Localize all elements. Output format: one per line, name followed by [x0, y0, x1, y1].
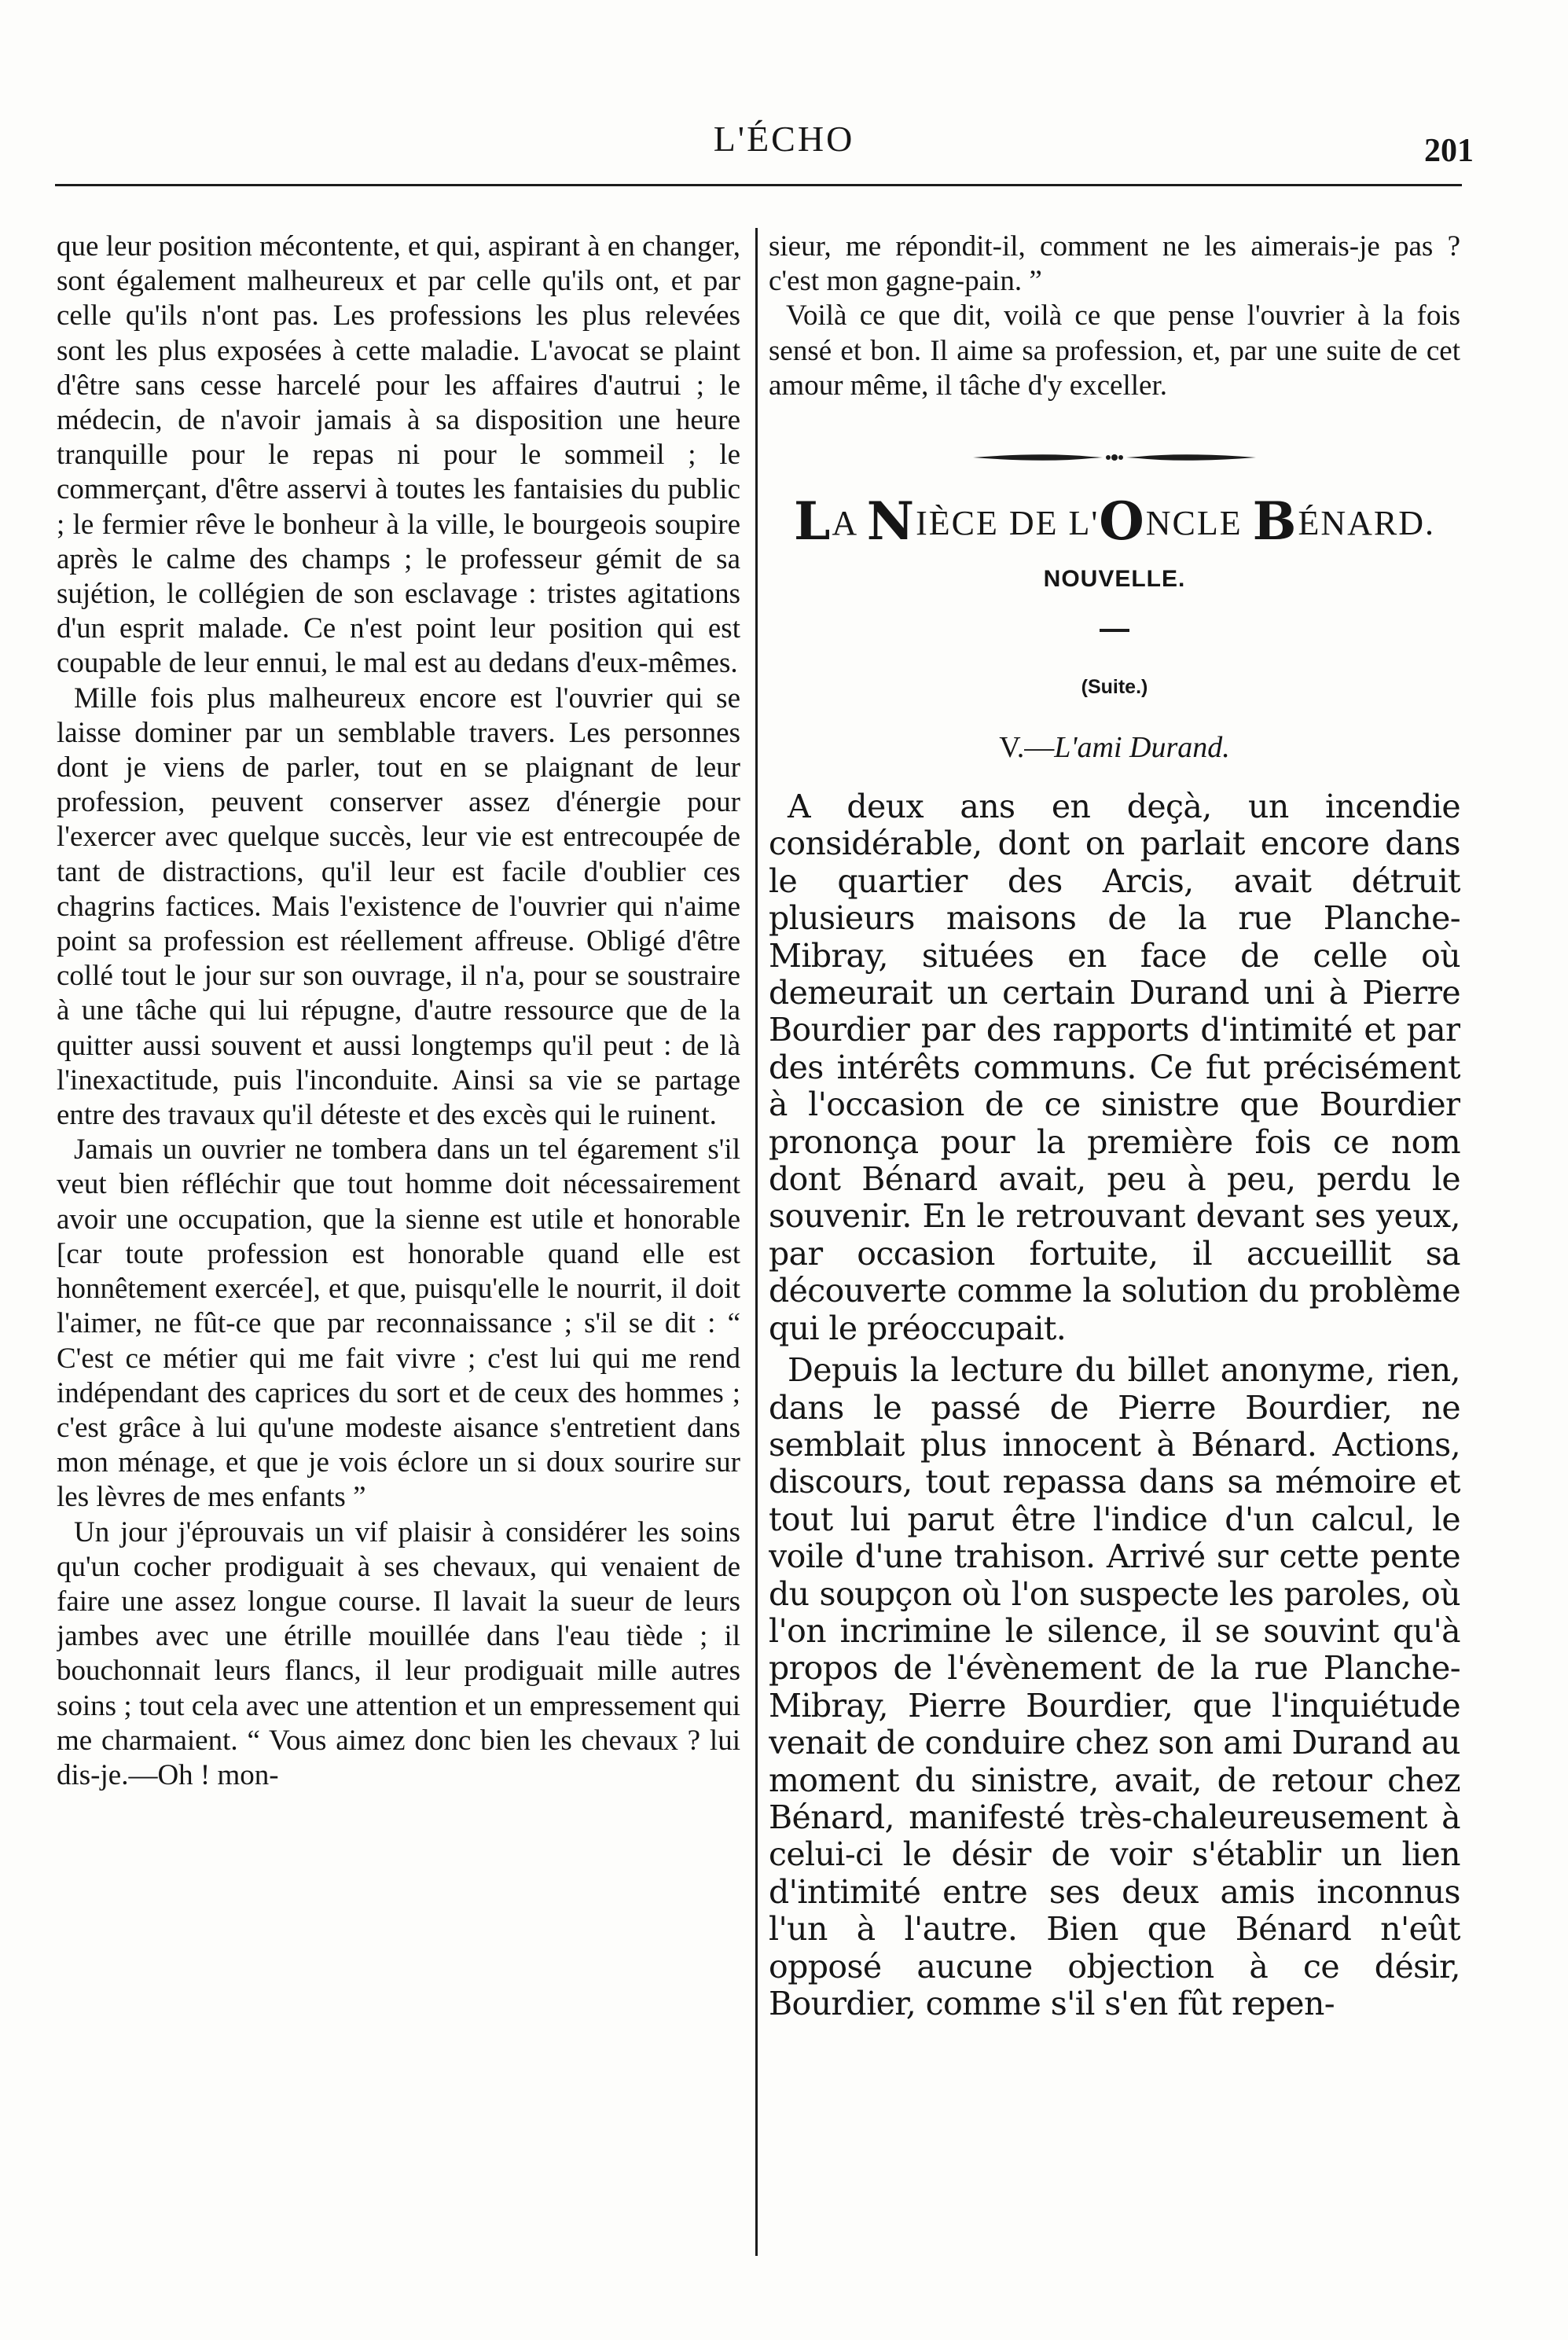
- left-paragraph-3: Jamais un ouvrier ne tombera dans un tel égarement s'il veut bien réfléchir que tout homme doit nécessairement avoir une occupation, que la sienne est utile et honorable [car toute profession est honorable quand elle est honnêtement exercée], et que, puisqu'elle le nourrit, il doit l'aimer, ne fût-ce que par reconnaissance ; s'il se dit : “ C'est ce métier qui me fait vivre ; c'est lui qui me rend indépendant des caprices du sort et de ceux des hommes ; c'est grâce à lui qu'une modeste aisance s'entretient dans mon ménage, et que je vois éclore un si doux sourire sur les lèvres de mes enfants ”: [57, 1133, 740, 1514]
- title-part-1: A: [832, 504, 867, 543]
- column-rule: [755, 228, 758, 2256]
- title-part-2: IÈCE DE L': [916, 504, 1100, 543]
- story-title: [769, 490, 1460, 553]
- title-initial-l: L: [793, 490, 832, 553]
- left-paragraph-1: que leur position mécontente, et qui, aspirant à en changer, sont également malheureux et par celle qu'ils ont, et par celle qu'ils n'ont pas. Les professions les plus relevées sont les plus exposées à cette maladie. L'avocat se plaint d'être sans cesse harcelé pour les affaires d'autrui ; le médecin, de n'avoir jamais à sa disposition une heure tranquille pour le repas ni pour le sommeil ; le commerçant, d'être asservi à toutes les fantaisies du public ; le fermier rêve le bonheur à la ville, le bourgeois soupire après le calme des champs ; le professeur gémit de sa sujétion, le collégien de son esclavage : tristes agitations d'un esprit malade. Ce n'est point leur position qui est coupable de leur ennui, le mal est au dedans d'eux-mêmes.: [57, 230, 740, 680]
- article-continuation: [769, 230, 1460, 403]
- continued-label: (Suite.): [1081, 676, 1148, 699]
- chapter-title: L'ami Durand.: [1054, 731, 1230, 765]
- chapter-number: V.—: [999, 731, 1055, 765]
- right-paragraph-2: Voilà ce que dit, voilà ce que pense l'ouvrier à la fois sensé et bon. Il aime sa profession, et, par une suite de cet amour même, il tâche d'y exceller.: [769, 299, 1460, 402]
- story-paragraph-1: A deux ans en deçà, un incendie considérable, dont on parlait encore dans le quartier des Arcis, avait détruit plusieurs maisons de la rue Planche-Mibray, situées en face de celle où demeurait un certain Durand uni à Pierre Bourdier par des rapports d'intimité et par des intérêts communs. Ce fut précisément à l'occasion de ce sinistre que Bourdier prononça pour la première fois ce nom dont Bénard avait, peu à peu, perdu le souvenir. En le retrouvant devant ses yeux, par occasion fortuite, il accueillit sa découverte comme la solution du problème qui le préoccupait.: [769, 788, 1460, 1347]
- running-title: L'ÉCHO: [713, 119, 855, 159]
- story-subtitle: NOUVELLE.: [1043, 566, 1186, 593]
- ornament-divider: [973, 449, 1256, 466]
- left-column: [57, 230, 740, 2273]
- right-column: [769, 230, 1460, 2273]
- page-number: 201: [1424, 133, 1474, 169]
- left-paragraph-4: Un jour j'éprouvais un vif plaisir à considérer les soins qu'un cocher prodiguait à ses chevaux, qui venaient de faire une assez longue course. Il lavait la sueur de leurs jambes avec une étrille mouillée dans l'eau tiède ; il bouchonnait leurs flancs, il leur prodiguait mille autres soins ; tout cela avec une attention et un empressement qui me charmaient. “ Vous aimez donc bien les chevaux ? lui dis-je.—Oh ! mon-: [57, 1515, 740, 1791]
- story-paragraph-2: Depuis la lecture du billet anonyme, rien, dans le passé de Pierre Bourdier, ne semblait plus innocent à Bénard. Actions, discours, tout repassa dans sa mémoire et tout lui parut être l'indice d'un calcul, le voile d'une trahison. Arrivé sur cette pente du soupçon où l'on suspecte les paroles, où l'on incrimine le silence, il se souvint qu'à propos de l'évènement de la rue Planche-Mibray, Pierre Bourdier, que l'inquiétude venait de conduire chez son ami Durand au moment du sinistre, avait, de retour chez Bénard, manifesté très-chaleureusement à celui-ci le désir de voir s'établir un lien d'intimité entre ses deux amis inconnus l'un à l'autre. Bien que Bénard n'eût opposé aucune objection à ce désir, Bourdier, comme s'il s'en fût repen-: [769, 1351, 1460, 2023]
- title-part-4: ÉNARD.: [1298, 504, 1436, 543]
- title-part-3: NCLE: [1145, 504, 1253, 543]
- chapter-heading: [769, 730, 1460, 765]
- right-paragraph-1: sieur, me répondit-il, comment ne les aimerais-je pas ? c'est mon gagne-pain. ”: [769, 230, 1460, 298]
- title-initial-n: N: [866, 490, 916, 553]
- short-dash-divider: [1100, 629, 1129, 632]
- story-body: [769, 788, 1460, 2022]
- title-initial-b: B: [1252, 490, 1298, 553]
- title-initial-o: O: [1099, 490, 1146, 553]
- header-rule: [55, 184, 1462, 186]
- left-paragraph-2: Mille fois plus malheureux encore est l'ouvrier qui se laisse dominer par un semblable travers. Les personnes dont je viens de parler, tout en se plaignant de leur profession, peuvent conserver assez d'énergie pour l'exercer avec quelque succès, leur vie est entrecoupée de tant de distractions, qu'il leur est facile d'oublier ces chagrins factices. Mais l'existence de l'ouvrier qui n'aime point sa profession est réellement affreuse. Obligé d'être collé tout le jour sur son ouvrage, il n'a, pour se soustraire à une tâche qui lui répugne, d'autre ressource que de la quitter aussi souvent et aussi longtemps qu'il peut : de là l'inexactitude, puis l'inconduite. Ainsi sa vie se partage entre des travaux qu'il déteste et des excès qui le ruinent.: [57, 681, 740, 1132]
